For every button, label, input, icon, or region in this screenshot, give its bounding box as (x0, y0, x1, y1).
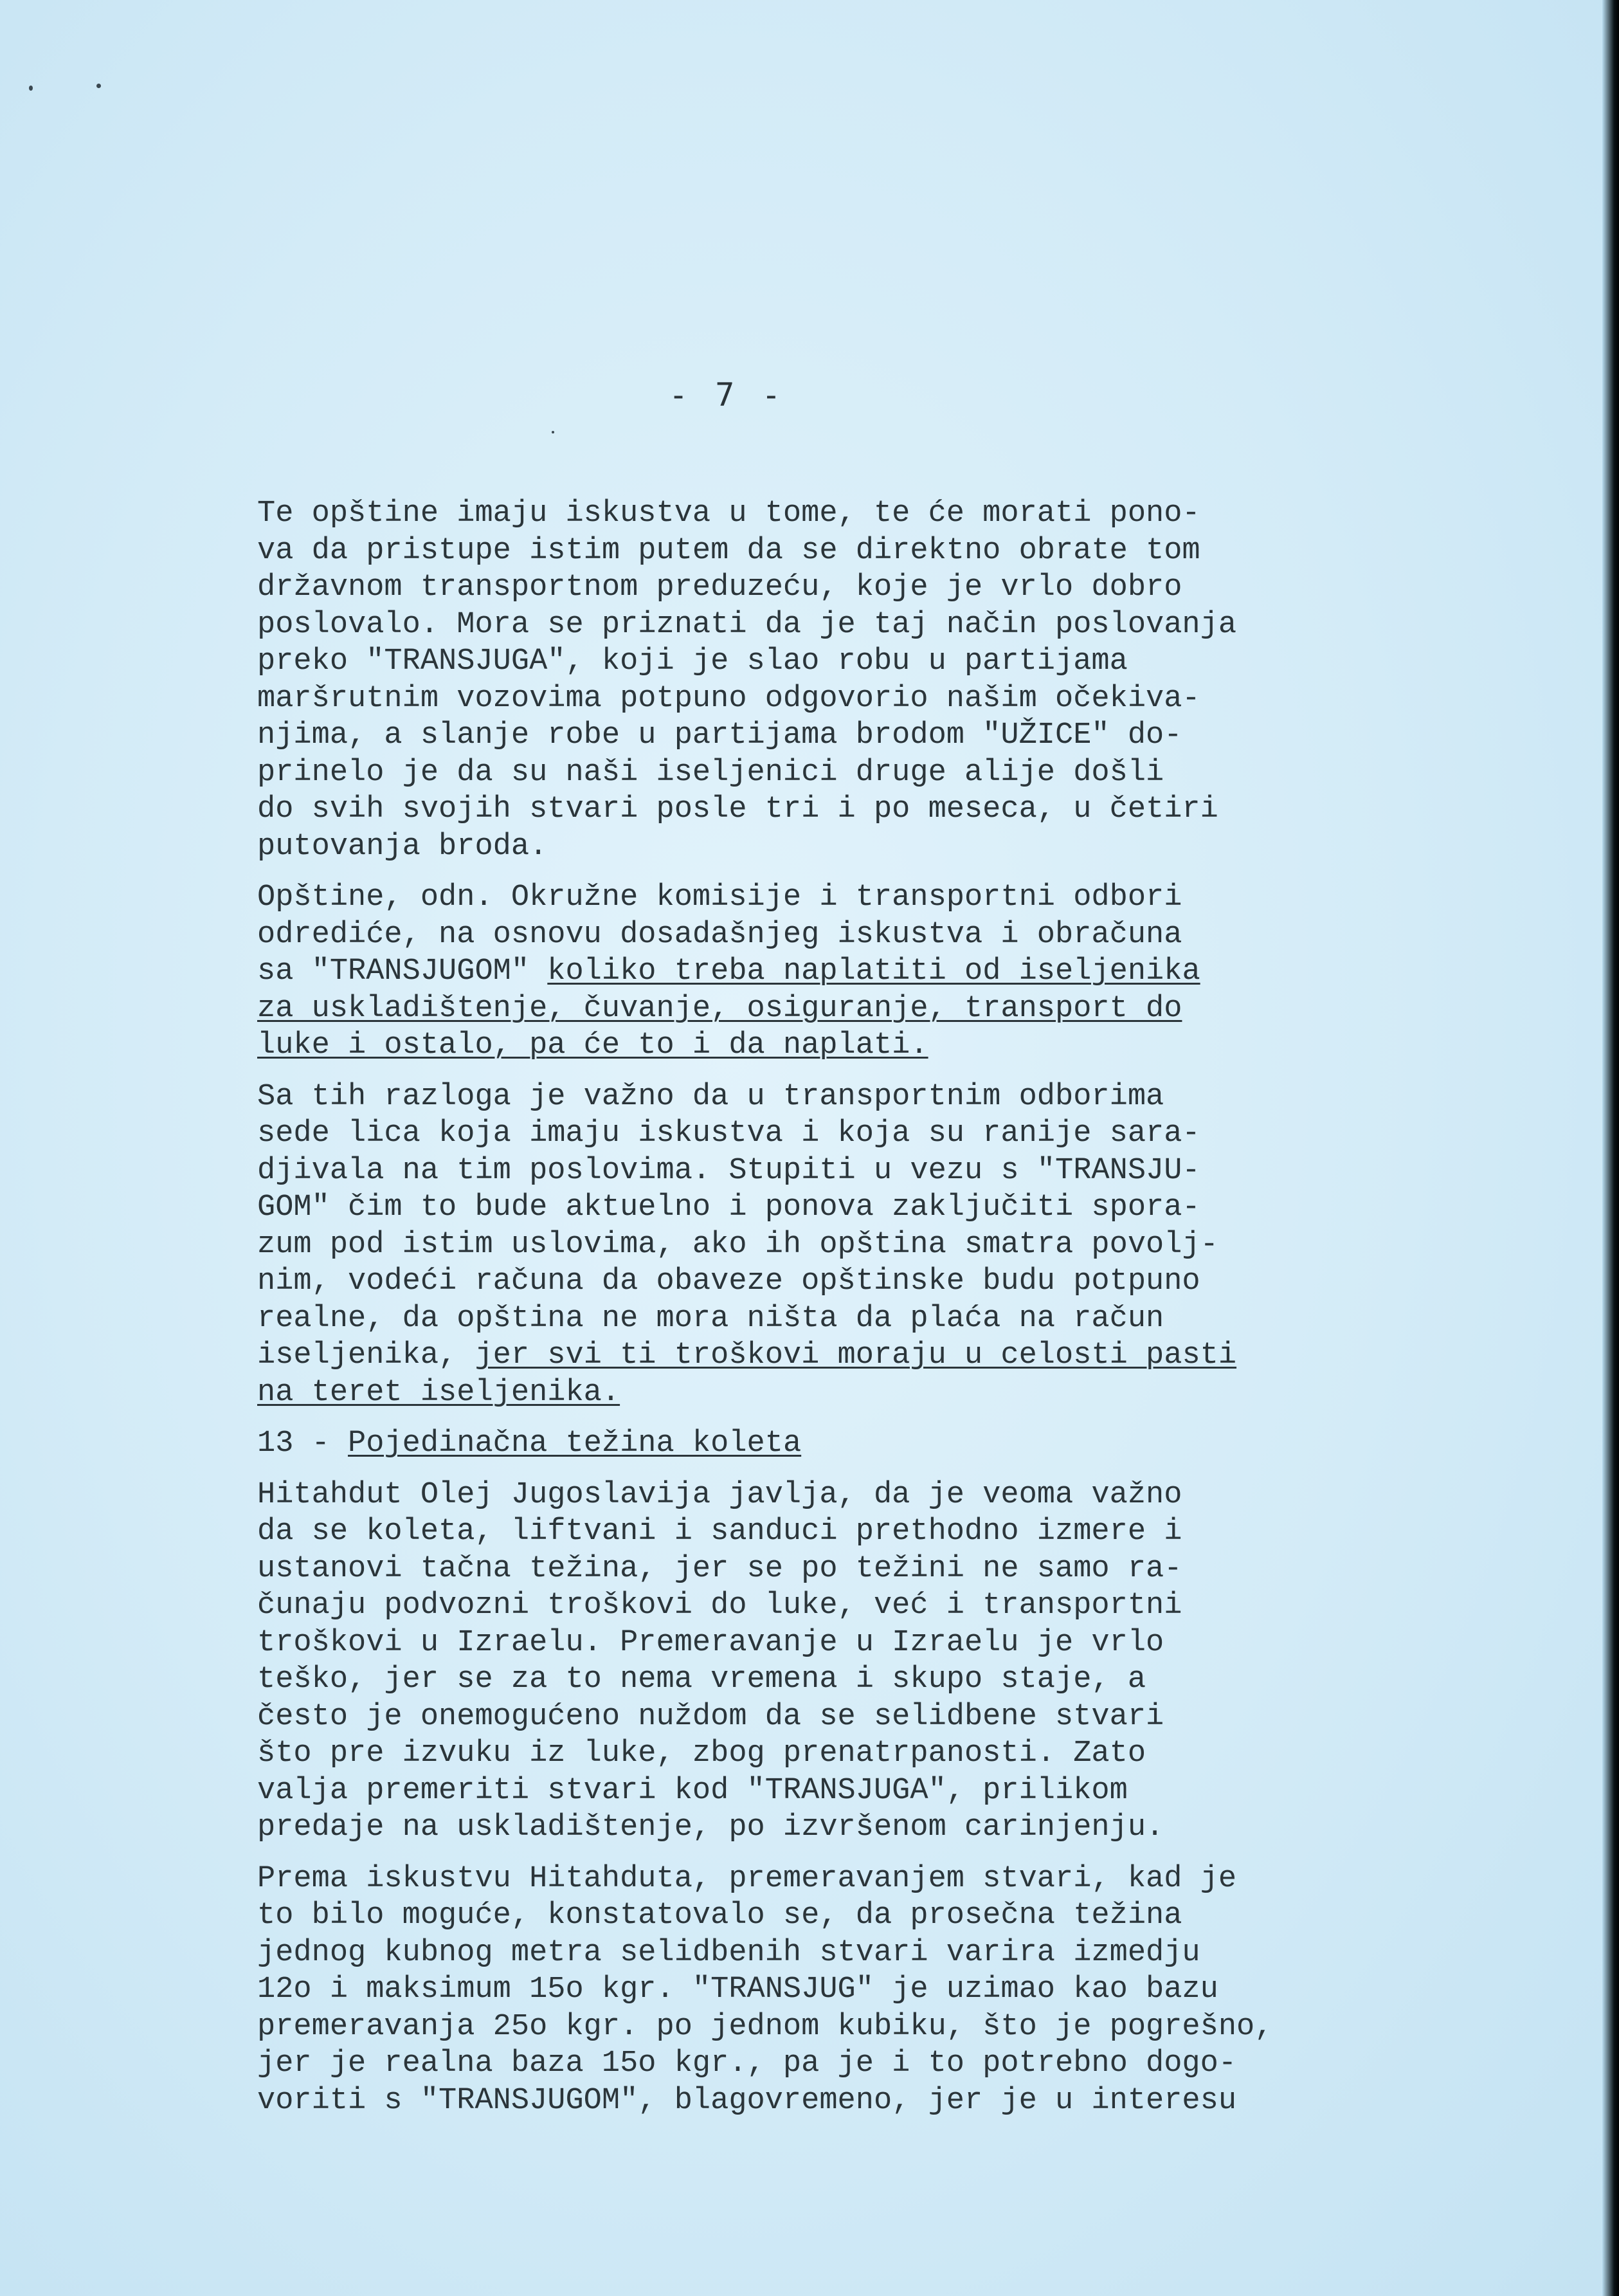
text-segment: premeravanja 25o kgr. po jednom kubiku, što je pogrešno, (257, 2009, 1273, 2044)
text-line (257, 1735, 1363, 1772)
text-line (257, 754, 1363, 792)
text-segment: maršrutnim vozovima potpuno odgovorio našim očekiva- (257, 681, 1200, 716)
paragraph (257, 879, 1363, 1064)
paragraph (257, 495, 1363, 865)
paragraph (257, 1477, 1363, 1846)
text-segment: iseljenika, (257, 1338, 475, 1372)
document-body (257, 495, 1363, 2133)
text-segment: va da pristupe istim putem da se direktno obrate tom (257, 533, 1200, 568)
section-heading (257, 1425, 1363, 1462)
text-line (257, 533, 1363, 570)
text-segment: državnom transportnom preduzeću, koje je vrlo dobro (257, 570, 1182, 605)
text-segment: odrediće, na osnovu dosadašnjeg iskustva i obračuna (257, 917, 1182, 952)
text-segment: Opštine, odn. Okružne komisije i transportni odbori (257, 880, 1182, 915)
text-segment: što pre izvuku iz luke, zbog prenatrpanosti. Zato (257, 1736, 1146, 1771)
scan-speck (552, 431, 554, 433)
text-segment: teško, jer se za to nema vremena i skupo staje, a (257, 1663, 1146, 1697)
text-line (257, 717, 1363, 754)
text-segment: sa "TRANSJUGOM" (257, 954, 548, 989)
page-number: - 7 - (669, 376, 785, 414)
text-segment: njima, a slanje robe u partijama brodom "UŽICE" do- (257, 718, 1182, 752)
text-segment: Sa tih razloga je važno da u transportnim odborima (257, 1079, 1164, 1114)
text-line (257, 2009, 1363, 2046)
text-line (257, 2082, 1363, 2120)
text-line (257, 1587, 1363, 1625)
text-line (257, 791, 1363, 828)
text-segment: to bilo moguće, konstatovalo se, da prosečna težina (257, 1899, 1182, 1933)
text-line (257, 1897, 1363, 1935)
text-line (257, 1699, 1363, 1736)
paragraph (257, 1079, 1363, 1412)
text-line (257, 1513, 1363, 1551)
scan-edge (1602, 0, 1619, 2296)
text-segment: voriti s "TRANSJUGOM", blagovremeno, jer je u interesu (257, 2083, 1237, 2118)
underlined-text: koliko treba naplatiti od iseljenika (547, 954, 1200, 989)
text-segment: čunaju podvozni troškovi do luke, već i transportni (257, 1589, 1182, 1623)
text-line (257, 569, 1363, 606)
text-segment: predaje na uskladištenje, po izvršenom carinjenju. (257, 1810, 1164, 1845)
text-segment: realne, da opština ne mora ništa da plaća na račun (257, 1301, 1164, 1336)
text-line (257, 1861, 1363, 1898)
text-segment: jednog kubnog metra selidbenih stvari varira izmedju (257, 1935, 1200, 1970)
text-segment: poslovalo. Mora se priznati da je taj način poslovanja (257, 607, 1237, 642)
scan-speck (29, 86, 33, 91)
text-segment: Te opštine imaju iskustva u tome, te će morati pono- (257, 497, 1200, 531)
text-segment: često je onemogućeno nuždom da se selidbene stvari (257, 1699, 1164, 1734)
text-line (257, 643, 1363, 680)
text-line (257, 1809, 1363, 1846)
text-line (257, 1551, 1363, 1588)
text-segment: 12o i maksimum 15o kgr. "TRANSJUG" je uzimao kao bazu (257, 1973, 1218, 2007)
text-line (257, 879, 1363, 916)
text-line (257, 990, 1363, 1028)
section-title: Pojedinačna težina koleta (348, 1426, 802, 1461)
text-line (257, 1625, 1363, 1662)
text-line (257, 1935, 1363, 1972)
text-line (257, 1971, 1363, 2009)
text-segment: Hitahdut Olej Jugoslavija javlja, da je veoma važno (257, 1477, 1182, 1512)
text-line (257, 1226, 1363, 1264)
text-segment: troškovi u Izraelu. Premeravanje u Izraelu je vrlo (257, 1625, 1164, 1660)
text-line (257, 1477, 1363, 1514)
paragraph (257, 1861, 1363, 2120)
text-line (257, 1425, 1363, 1462)
text-line (257, 1153, 1363, 1190)
underlined-text: na teret iseljenika. (257, 1375, 620, 1410)
underlined-text: luke i ostalo, pa će to i da naplati. (257, 1028, 928, 1062)
text-segment: ustanovi tačna težina, jer se po težini ne samo ra- (257, 1551, 1182, 1586)
text-line (257, 1300, 1363, 1338)
text-line (257, 1189, 1363, 1226)
text-line (257, 1263, 1363, 1300)
text-line (257, 1772, 1363, 1810)
text-segment: jer je realna baza 15o kgr., pa je i to potrebno dogo- (257, 2046, 1237, 2081)
text-segment: da se koleta, liftvani i sanduci prethodno izmere i (257, 1515, 1182, 1549)
text-line (257, 1027, 1363, 1064)
text-segment: prinelo je da su naši iseljenici druge alije došli (257, 755, 1164, 790)
text-segment: putovanja broda. (257, 829, 548, 864)
text-line (257, 1337, 1363, 1374)
text-segment: djivala na tim poslovima. Stupiti u vezu s "TRANSJU- (257, 1153, 1200, 1188)
text-segment: sede lica koja imaju iskustva i koja su ranije sara- (257, 1116, 1200, 1151)
text-line (257, 2045, 1363, 2082)
text-line (257, 680, 1363, 718)
text-line (257, 1115, 1363, 1153)
text-line (257, 495, 1363, 533)
text-segment: nim, vodeći računa da obaveze opštinske budu potpuno (257, 1264, 1200, 1298)
text-segment: Prema iskustvu Hitahduta, premeravanjem stvari, kad je (257, 1861, 1237, 1896)
section-number: 13 - (257, 1426, 348, 1461)
text-line (257, 1079, 1363, 1116)
text-line (257, 953, 1363, 990)
text-segment: valja premeriti stvari kod "TRANSJUGA", prilikom (257, 1773, 1128, 1808)
underlined-text: jer svi ti troškovi moraju u celosti pasti (475, 1338, 1237, 1372)
text-line (257, 1374, 1363, 1412)
text-segment: preko "TRANSJUGA", koji je slao robu u partijama (257, 644, 1128, 679)
text-segment: GOM" čim to bude aktuelno i ponova zaključiti spora- (257, 1190, 1200, 1225)
text-line (257, 1661, 1363, 1699)
text-line (257, 606, 1363, 644)
text-segment: zum pod istim uslovima, ako ih opština smatra povolj- (257, 1227, 1218, 1262)
text-segment: do svih svojih stvari posle tri i po meseca, u četiri (257, 792, 1218, 826)
underlined-text: za uskladištenje, čuvanje, osiguranje, transport do (257, 991, 1182, 1026)
scan-speck (96, 84, 101, 88)
text-line (257, 828, 1363, 866)
text-line (257, 916, 1363, 954)
